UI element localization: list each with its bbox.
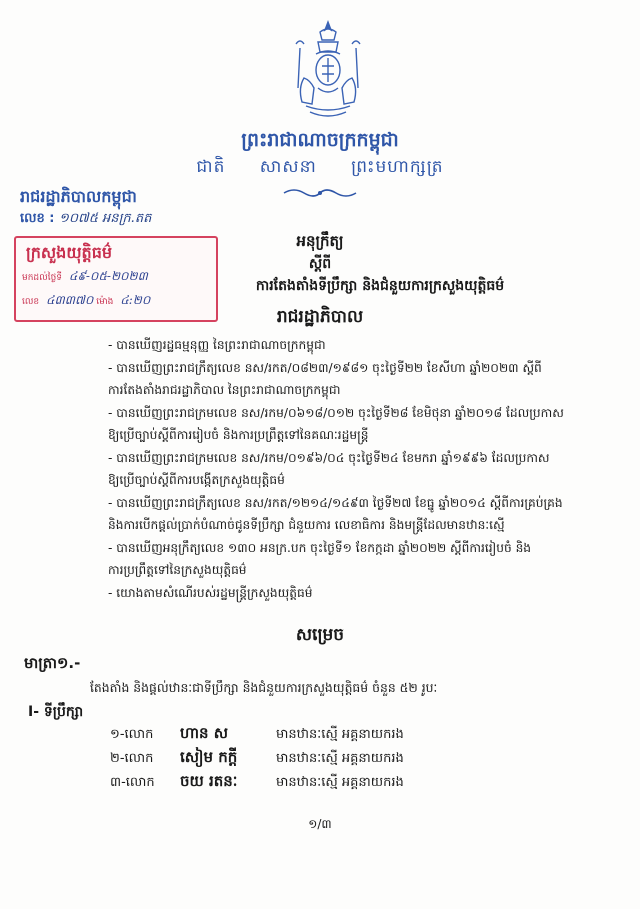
concerning-label: ស្តីពី: [308, 256, 332, 272]
appointee-rank: មានឋានៈស្មើ អគ្គនាយករង: [276, 751, 404, 766]
clause-line: ការប្រព្រឹត្តទៅនៃក្រសួងយុត្តិធម៌: [108, 563, 247, 577]
clause-line: - បានឃើញអនុក្រឹត្យលេខ ១៣០ អនក្រ.បក ចុះថ្ងៃទី១ ខែកក្កដា ឆ្នាំ២០២២ ស្តីពីការរៀបចំ និង: [108, 540, 532, 555]
appointee-name: ចយ រតនៈ: [180, 772, 238, 790]
document-number: [20, 210, 151, 229]
stamp-number-label: លេខ: [22, 297, 40, 307]
appointee-rank: មានឋានៈស្មើ អគ្គនាយករង: [276, 775, 404, 790]
appointee-number: ២-លោក: [110, 751, 154, 766]
kingdom-heading: ព្រះរាជាណាចក្រកម្ពុជា: [241, 129, 399, 151]
article-1-body: តែងតាំង និងផ្តល់ឋានៈជាទីប្រឹក្សា និងជំនួយការក្រសួងយុត្តិធម៌ ចំនួន ៥២ រូបៈ: [90, 680, 438, 695]
royal-coat-of-arms-emblem: [290, 18, 366, 122]
clause-line: - យោងតាមសំណើរបស់រដ្ឋមន្ត្រីក្រសួងយុត្តិធម៌: [108, 585, 313, 600]
decision-heading: សម្រេច: [295, 625, 345, 645]
stamp-time-label: ម៉ោង: [96, 297, 114, 307]
national-motto: [0, 156, 640, 181]
clause-line: - បានឃើញព្រះរាជក្រមលេខ នស/រកម/០៦១៨/០១២ ចុះថ្ងៃទី២៨ ខែមិថុនា ឆ្នាំ២០១៨ ដែលប្រកាស: [108, 405, 564, 420]
motto-nation: ជាតិ: [196, 157, 226, 177]
article-1-label: មាត្រា១.-: [24, 654, 81, 672]
clause-line: - បានឃើញព្រះរាជក្រឹត្យលេខ នស/រកត/០៨២៣/១៩៨១ ចុះថ្ងៃទី២២ ខែសីហា ឆ្នាំ២០២៣ ស្តីពី: [108, 360, 542, 375]
document-type-title: អនុក្រឹត្យ: [296, 232, 344, 250]
appointee-name: សៀម កក្តី: [180, 748, 238, 766]
clause-line: និងការបើកផ្តល់ប្រាក់បំណាច់ជូនទីប្រឹក្សា ជំនួយការ លេខាធិការ និងមន្ត្រីដែលមានឋានៈស្មើ: [108, 518, 505, 532]
issuer-heading: រាជរដ្ឋាភិបាល: [276, 307, 364, 327]
appointee-row: [110, 724, 550, 748]
subject-title: ការតែងតាំងទីប្រឹក្សា និងជំនួយការក្រសួងយុត្តិធម៌: [255, 278, 505, 294]
clause-line: ឱ្យប្រើច្បាប់ស្តីពីការរៀបចំ និងការប្រព្រឹត្តទៅនៃគណៈរដ្ឋមន្ត្រី: [108, 428, 369, 442]
appointee-row: [110, 748, 550, 772]
clause-line: - បានឃើញព្រះរាជក្រមលេខ នស/រកម/០១៩៦/០៤ ចុះថ្ងៃទី២៤ ខែមករា ឆ្នាំ១៩៩៦ ដែលប្រកាស: [108, 450, 550, 465]
appointee-number: ៣-លោក: [110, 775, 155, 790]
stamp-time-value: ៤:២០: [120, 293, 151, 307]
preamble-clauses: [108, 334, 578, 604]
clause-line: - បានឃើញរដ្ឋធម្មនុញ្ញ នៃព្រះរាជាណាចក្រកម្ពុជា: [108, 338, 326, 352]
clause-line: ការតែងតាំងរាជរដ្ឋាភិបាល នៃព្រះរាជាណាចក្រកម្ពុជា: [108, 383, 341, 397]
appointee-rank: មានឋានៈស្មើ អគ្គនាយករង: [276, 727, 404, 742]
clause-line: ឱ្យប្រើច្បាប់ស្តីពីការបង្កើតក្រសួងយុត្តិធម៌: [108, 473, 285, 487]
appointee-number: ១-លោក: [110, 727, 154, 742]
appointee-list: [110, 724, 550, 796]
advisors-section-heading: I- ទីប្រឹក្សា: [28, 704, 84, 720]
stamp-ministry-name: ក្រសួងយុត្តិធម៌: [26, 243, 113, 262]
issuing-government: រាជរដ្ឋាភិបាលកម្ពុជា: [20, 187, 137, 206]
stamp-number-value: ៤៣៣៧០: [46, 293, 94, 307]
document-number-label: លេខ :: [20, 211, 55, 226]
document-number-value: ១០៧៥ អនក្រ.តត: [59, 211, 152, 226]
motto-king: ព្រះមហាក្សត្រ: [351, 157, 444, 177]
stamp-received-value: ៤៩-០៥-២០២៣: [68, 269, 148, 283]
decorative-divider-ornament: [280, 186, 360, 200]
clause-line: - បានឃើញព្រះរាជក្រឹត្យលេខ នស/រកត/១២១៤/១៤៩៣ ថ្ងៃទី២៧ ខែធ្នូ ឆ្នាំ២០១៤ ស្តីពីការគ្រប់គ្រង: [108, 495, 563, 510]
page-number: ១/៣: [308, 817, 332, 831]
motto-religion: សាសនា: [259, 157, 317, 177]
appointee-name: ហាន ស: [180, 724, 229, 742]
appointee-row: [110, 772, 550, 796]
stamp-received-label: មកដល់ថ្ងៃទី: [22, 273, 62, 283]
